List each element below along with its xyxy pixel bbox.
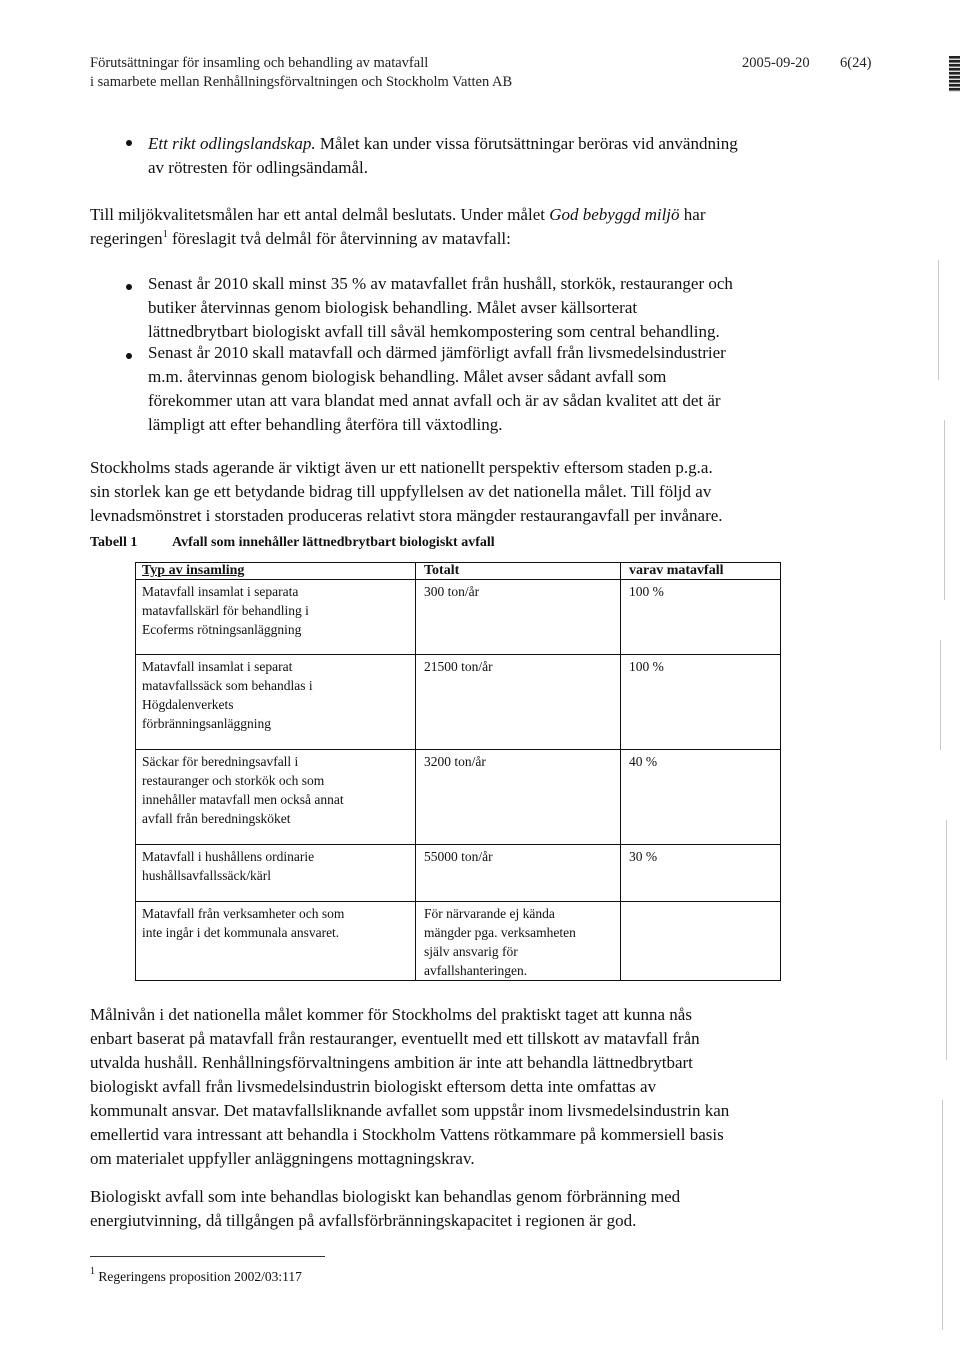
table-column-divider — [620, 562, 621, 981]
intro-bullet-line-1 — [148, 132, 738, 156]
header-title-line-1: Förutsättningar för insamling och behandling av matavfall — [90, 55, 429, 71]
paragraph-line: emellertid vara intressant att behandla i Stockholm Vattens rötkammare på kommersiell basis — [90, 1125, 724, 1144]
scan-edge-line — [938, 260, 939, 380]
cell-line: Säckar för beredningsavfall i — [142, 754, 299, 769]
table-caption: Avfall som innehåller lättnedbrytbart biologiskt avfall — [172, 535, 495, 550]
footnote-mark: 1 — [90, 1266, 95, 1277]
cell-line: själv ansvarig för — [424, 944, 518, 959]
cell-line: Ecoferms rötningsanläggning — [142, 622, 302, 637]
paragraph-line: biologiskt avfall från livsmedelsindustrin biologiskt eftersom detta inte omfattas av — [90, 1077, 657, 1096]
table-border-right — [780, 562, 781, 981]
scan-edge-line — [942, 1100, 943, 1330]
table-rule — [135, 654, 781, 655]
table-rule — [135, 901, 781, 902]
cell-line: Matavfall insamlat i separata — [142, 584, 299, 599]
paragraph-line — [90, 227, 706, 251]
paragraph-line: Målnivån i det nationella målet kommer för Stockholms del praktiskt taget att kunna nås — [90, 1005, 692, 1024]
bullet-icon — [126, 284, 132, 290]
intro-bullet-lead: Ett rikt odlingslandskap. — [148, 134, 316, 153]
paragraph-line: Biologiskt avfall som inte behandlas biologiskt kan behandlas genom förbränning med — [90, 1187, 681, 1206]
cell-line: Högdalenverkets — [142, 697, 234, 712]
cell-line: mängder pga. verksamheten — [424, 925, 576, 940]
header-date: 2005-09-20 — [742, 55, 810, 71]
table-row-type — [142, 847, 314, 885]
goal-line: Senast år 2010 skall matavfall och därmed jämförligt avfall från livsmedelsindustrier — [148, 343, 726, 362]
goal-line: butiker återvinnas genom biologisk behandling. Målet avser källsorterat — [148, 298, 638, 317]
paragraph-text: Till miljökvalitetsmålen har ett antal delmål beslutats. Under målet — [90, 205, 550, 224]
cell-line: innehåller matavfall men också annat — [142, 792, 344, 807]
paragraph-target-level — [90, 1003, 729, 1171]
cell-line: hushållsavfallssäck/kärl — [142, 868, 271, 883]
cell-line: För närvarande ej kända — [424, 906, 555, 921]
footnote-divider — [90, 1256, 325, 1257]
table-row-type — [142, 752, 344, 828]
paragraph-line: sin storlek kan ge ett betydande bidrag till uppfyllelsen av det nationella målet. Till följd av — [90, 482, 712, 501]
scan-edge-line — [946, 820, 947, 1060]
cell-line: förbränningsanläggning — [142, 716, 271, 731]
table-rule-bottom — [135, 980, 781, 981]
paragraph-line: energiutvinning, då tillgången på avfallsförbränningskapacitet i regionen är god. — [90, 1211, 637, 1230]
table-row-share: 100 % — [629, 584, 664, 599]
scan-edge-line — [944, 420, 945, 600]
paragraph-stockholm — [90, 456, 723, 528]
table-row-share: 100 % — [629, 659, 664, 674]
footnote-text: Regeringens proposition 2002/03:117 — [95, 1269, 302, 1284]
cell-line: inte ingår i det kommunala ansvaret. — [142, 925, 340, 940]
cell-line: avfall från beredningsköket — [142, 811, 291, 826]
table-header-type: Typ av insamling — [142, 563, 245, 578]
table-row-total: 3200 ton/år — [424, 754, 486, 769]
intro-bullet-rest: Målet kan under vissa förutsättningar beröras vid användning — [315, 134, 738, 153]
cell-line: avfallshanteringen. — [424, 963, 528, 978]
intro-bullet-line-2: av rötresten för odlingsändamål. — [148, 158, 368, 177]
paragraph-text: föreslagit två delmål för återvinning av matavfall: — [167, 229, 511, 248]
cell-line: Matavfall från verksamheter och som — [142, 906, 345, 921]
table-row-type — [142, 904, 344, 942]
paragraph-line: kommunalt ansvar. Det matavfallsliknande avfallet som uppstår inom livsmedelsindustrin kan — [90, 1101, 730, 1120]
footnote-reference: 1 — [162, 229, 168, 240]
goal-item — [148, 341, 726, 437]
page-number: 6(24) — [840, 55, 872, 71]
table-rule — [135, 749, 781, 750]
table-header-total: Totalt — [424, 563, 460, 578]
table-row-type — [142, 657, 313, 733]
table-row-total: 55000 ton/år — [424, 849, 493, 864]
intro-bullet-text — [148, 132, 738, 180]
document-header — [90, 54, 512, 92]
bullet-icon — [126, 353, 132, 359]
cell-line: matavfallssäck som behandlas i — [142, 678, 313, 693]
goal-line: Senast år 2010 skall minst 35 % av matavfallet från hushåll, storkök, restauranger och — [148, 274, 733, 293]
cell-line: restauranger och storkök och som — [142, 773, 325, 788]
goal-line: lämpligt att efter behandling återföra till växtodling. — [148, 415, 503, 434]
bullet-icon — [126, 140, 132, 146]
paragraph-goals-intro — [90, 203, 706, 251]
scan-edge-mark — [949, 56, 960, 92]
footnote — [90, 1268, 302, 1286]
paragraph-incineration — [90, 1185, 680, 1233]
header-title-line-2: i samarbete mellan Renhållningsförvaltningen och Stockholm Vatten AB — [90, 74, 513, 90]
table-row-type — [142, 582, 309, 639]
table-header-share: varav matavfall — [629, 563, 724, 578]
paragraph-line: levnadsmönstret i storstaden produceras relativt stora mängder restaurangavfall per invånare. — [90, 506, 723, 525]
goal-line: m.m. återvinnas genom biologisk behandling. Målet avser sådant avfall som — [148, 367, 667, 386]
table-row-total — [424, 904, 576, 980]
table-row-share: 30 % — [629, 849, 658, 864]
goal-line: förekommer utan att vara blandat med annat avfall och är av sådan kvalitet att det är — [148, 391, 721, 410]
table-border-left — [135, 562, 136, 981]
paragraph-text: har — [679, 205, 706, 224]
cell-line: Matavfall i hushållens ordinarie — [142, 849, 315, 864]
table-column-divider — [415, 562, 416, 981]
goal-name: God bebyggd miljö — [549, 205, 680, 224]
table-row-total: 300 ton/år — [424, 584, 480, 599]
goal-line: lättnedbrytbart biologiskt avfall till såväl hemkompostering som central behandling. — [148, 322, 720, 341]
paragraph-line: utvalda hushåll. Renhållningsförvaltningens ambition är inte att behandla lättnedbrytbart — [90, 1053, 693, 1072]
table-row-total: 21500 ton/år — [424, 659, 493, 674]
paragraph-line: enbart baserat på matavfall från restauranger, eventuellt med ett tillskott av matavfall från — [90, 1029, 700, 1048]
scan-edge-line — [940, 640, 941, 750]
table-label: Tabell 1 — [90, 535, 138, 550]
paragraph-text: regeringen — [90, 229, 163, 248]
table-row-share: 40 % — [629, 754, 658, 769]
paragraph-line: om materialet uppfyller anläggningens mottagningskrav. — [90, 1149, 475, 1168]
paragraph-line — [90, 203, 706, 227]
cell-line: Matavfall insamlat i separat — [142, 659, 293, 674]
table-rule — [135, 844, 781, 845]
paragraph-line: Stockholms stads agerande är viktigt även ur ett nationellt perspektiv eftersom staden p.g.a. — [90, 458, 713, 477]
cell-line: matavfallskärl för behandling i — [142, 603, 309, 618]
waste-table — [135, 562, 781, 981]
goal-item — [148, 272, 733, 344]
